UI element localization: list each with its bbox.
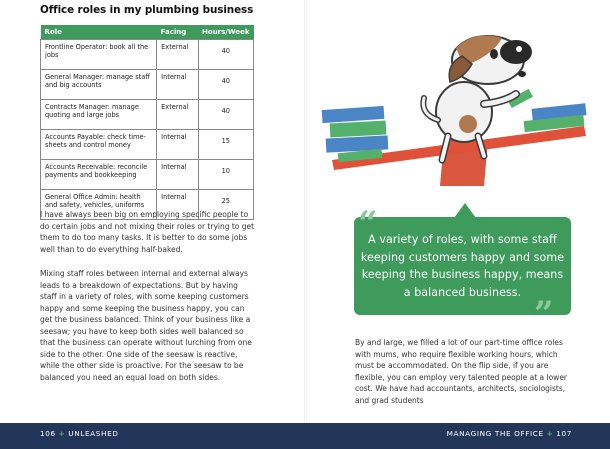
cell-role: Accounts Receivable: reconcile payments and bookkeeping (41, 160, 157, 190)
header-facing: Facing (157, 25, 198, 40)
chapter-title: MANAGING THE OFFICE (446, 429, 544, 438)
quote-pointer (454, 203, 476, 218)
header-hours: Hours/Week (198, 25, 253, 40)
cell-facing: Internal (157, 190, 198, 220)
plus-icon: + (546, 429, 554, 438)
cell-role: General Manager: manage staff and big accounts (41, 70, 157, 100)
left-paragraph-1 (40, 209, 256, 255)
table-row (41, 100, 254, 130)
close-quote-icon: ” (534, 294, 554, 334)
cell-facing: External (157, 100, 198, 130)
cell-role: Contracts Manager: manage quoting and large jobs (41, 100, 157, 130)
table-row (41, 40, 254, 70)
cell-hours: 15 (198, 130, 253, 160)
dog-on-seesaw-illustration (316, 20, 596, 192)
table-row (41, 130, 254, 160)
cell-hours: 40 (198, 70, 253, 100)
cell-role: General Office Admin: health and safety, vehicles, uniforms (41, 190, 157, 220)
page-number-right: 107 (556, 429, 572, 438)
book-gutter (304, 0, 307, 423)
table-row (41, 70, 254, 100)
footer-left (40, 429, 119, 438)
cell-hours: 25 (198, 190, 253, 220)
cell-role: Accounts Payable: check time-sheets and control money (41, 130, 157, 160)
roles-table (40, 25, 254, 220)
cell-role: Frontline Operator: book all the jobs (41, 40, 157, 70)
cell-facing: Internal (157, 70, 198, 100)
page-number-left: 106 (40, 429, 56, 438)
header-role: Role (41, 25, 157, 40)
pull-quote-text: A variety of roles, with some staff keeping customers happy and some keeping the business happy, means a balanced business. (360, 233, 565, 299)
paragraph-text: I have always been big on employing specific people to do certain jobs and not mixing their roles or trying to get them to do too many tasks. It is better to do some jobs well than to do everything half-baked. (40, 210, 255, 254)
cell-facing: External (157, 40, 198, 70)
cell-hours: 40 (198, 100, 253, 130)
paragraph-text: By and large, we filled a lot of our part-time office roles with mums, who require flexible working hours, which must be accommodated. On the flip side, if you are flexible, you can employ very talented people at a lower cost. We have had accountants, architects, sociologists, and grad students (355, 338, 568, 405)
book-title: UNLEASHED (68, 429, 119, 438)
cell-facing: Internal (157, 160, 198, 190)
cell-hours: 10 (198, 160, 253, 190)
left-paragraph-2 (40, 268, 256, 383)
table-row (41, 160, 254, 190)
table-title: Office roles in my plumbing business (40, 4, 254, 16)
table-header-row (41, 25, 254, 40)
cell-facing: Internal (157, 130, 198, 160)
right-paragraph (355, 337, 577, 406)
plus-icon: + (58, 429, 66, 438)
cell-hours: 40 (198, 40, 253, 70)
paragraph-text: Mixing staff roles between internal and external always leads to a breakdown of expectations. But by having staff in a variety of roles, with some keeping customers happy and some keeping the business happy, you can get the business balanced. Think of your business like a seesaw; you have to keep both sides well balanced so that the business can operate without lurching from one side to the other. One side of the seesaw is reactive, while the other side is proactive. For the seesaw to be balanced you need an equal load on both sides. (40, 269, 252, 382)
open-quote-icon: “ (358, 204, 378, 244)
footer-right (447, 429, 572, 438)
